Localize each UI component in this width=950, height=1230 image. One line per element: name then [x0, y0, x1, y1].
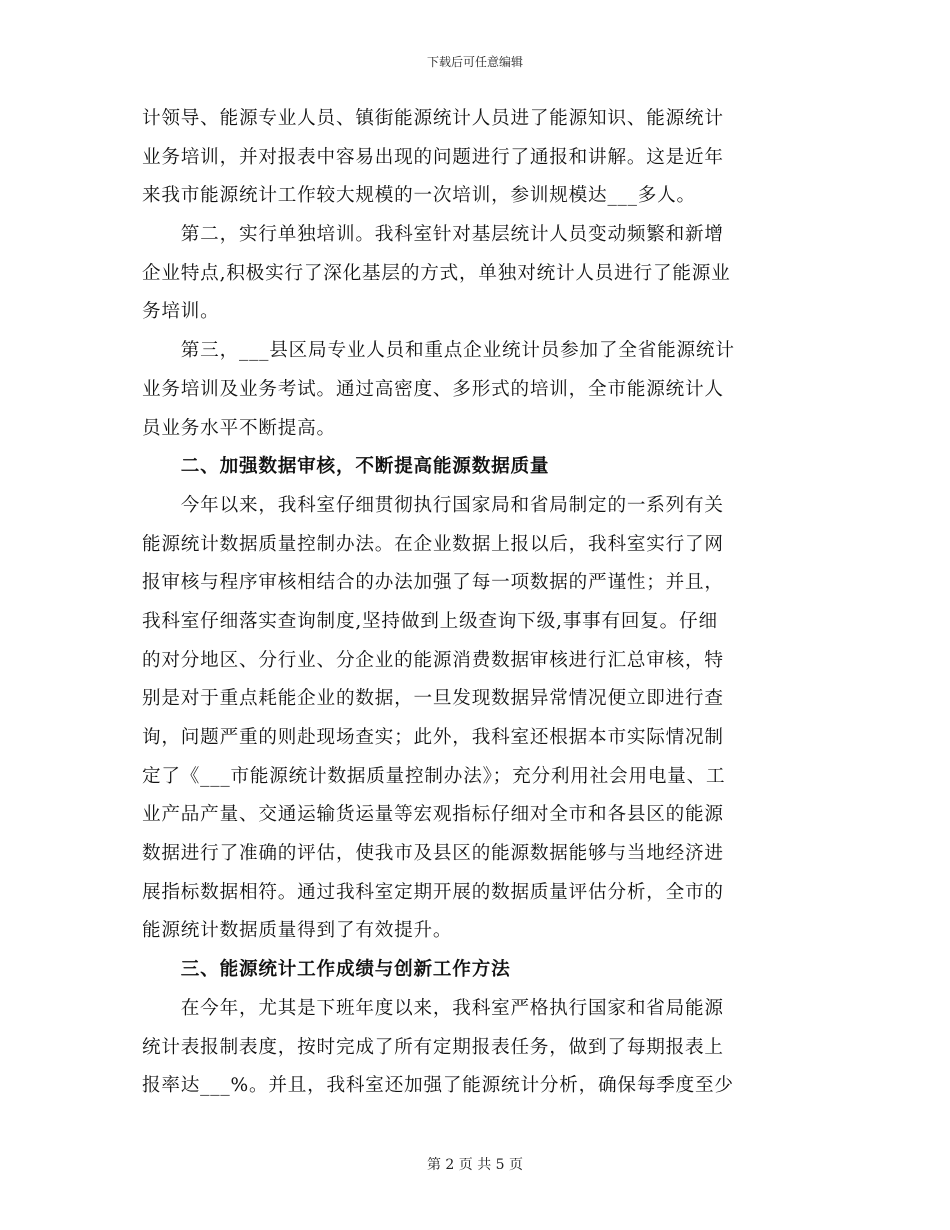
page-footer: 第 2 页 共 5 页 — [426, 1157, 524, 1173]
body-line: 业产品产量、交通运输货运量等宏观指标仔细对全市和各县区的能源 — [142, 804, 724, 826]
body-line: 来我市能源统计工作较大规模的一次培训，参训规模达___多人。 — [142, 185, 696, 207]
section-heading: 三、能源统计工作成绩与创新工作方法 — [142, 959, 511, 981]
body-line: 务培训。 — [142, 301, 220, 323]
body-line: 业务培训及业务考试。通过高密度、多形式的培训，全市能源统计人 — [142, 378, 724, 400]
document-body — [142, 100, 802, 1106]
body-line: 报审核与程序审核相结合的办法加强了每一项数据的严谨性；并且， — [142, 572, 724, 594]
body-line: 业务培训，并对报表中容易出现的问题进行了通报和讲解。这是近年 — [142, 146, 724, 168]
body-line: 我科室仔细落实查询制度,坚持做到上级查询下级,事事有回复。仔细 — [142, 610, 718, 632]
body-line: 今年以来，我科室仔细贯彻执行国家局和省局制定的一系列有关 — [142, 494, 724, 516]
body-line: 数据进行了准确的评估，使我市及县区的能源数据能够与当地经济进 — [142, 843, 724, 865]
section-heading: 二、加强数据审核，不断提高能源数据质量 — [142, 456, 550, 478]
body-line: 统计表报制表度，按时完成了所有定期报表任务，做到了每期报表上 — [142, 1036, 724, 1058]
body-line: 定了《___市能源统计数据质量控制办法》；充分利用社会用电量、工 — [142, 765, 726, 787]
body-line: 计领导、能源专业人员、镇街能源统计人员进了能源知识、能源统计 — [142, 108, 724, 129]
body-line: 别是对于重点耗能企业的数据，一旦发现数据异常情况便立即进行查 — [142, 688, 724, 710]
body-line: 报率达___%。并且，我科室还加强了能源统计分析，确保每季度至少 — [142, 1075, 734, 1097]
body-line: 的对分地区、分行业、分企业的能源消费数据审核进行汇总审核，特 — [142, 649, 724, 671]
body-line: 第三，___县区局专业人员和重点企业统计员参加了全省能源统计 — [142, 340, 735, 362]
body-line: 能源统计数据质量得到了有效提升。 — [142, 920, 453, 942]
body-line: 询，问题严重的则赴现场查实；此外，我科室还根据本市实际情况制 — [142, 727, 724, 748]
body-line: 能源统计数据质量控制办法。在企业数据上报以后，我科室实行了网 — [142, 533, 724, 555]
body-line: 展指标数据相符。通过我科室定期开展的数据质量评估分析，全市的 — [142, 881, 724, 903]
body-line: 第二，实行单独培训。我科室针对基层统计人员变动频繁和新增 — [142, 224, 724, 246]
body-line: 员业务水平不断提高。 — [142, 417, 336, 439]
body-line: 在今年，尤其是下班年度以来，我科室严格执行国家和省局能源 — [142, 997, 724, 1019]
page-header: 下载后可任意编辑 — [426, 55, 523, 69]
body-line: 企业特点,积极实行了深化基层的方式，单独对统计人员进行了能源业 — [142, 262, 731, 284]
